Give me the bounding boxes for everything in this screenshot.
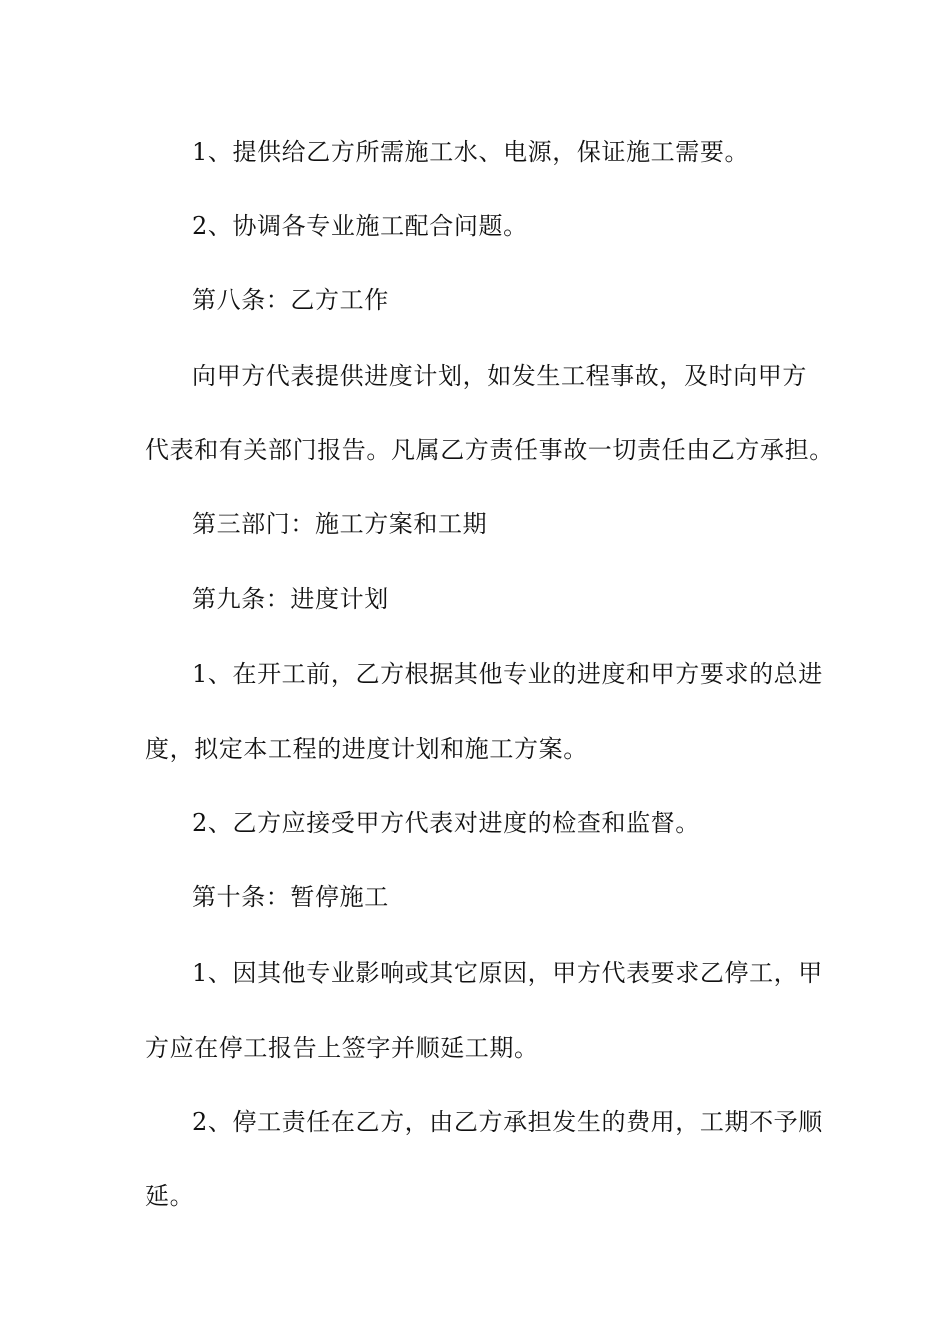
- section-heading-article-8: 第八条：乙方工作: [192, 286, 389, 314]
- section-heading-article-10: 第十条：暂停施工: [192, 883, 389, 911]
- text-line-1: 1、提供给乙方所需施工水、电源，保证施工需要。: [192, 138, 750, 166]
- text-line-5: 代表和有关部门报告。凡属乙方责任事故一切责任由乙方承担。: [145, 436, 834, 464]
- text-line-9: 度，拟定本工程的进度计划和施工方案。: [145, 735, 588, 763]
- text-line-2: 2、协调各专业施工配合问题。: [192, 212, 528, 240]
- text-line-14: 2、停工责任在乙方，由乙方承担发生的费用，工期不予顺: [192, 1108, 823, 1136]
- text-line-15: 延。: [145, 1182, 195, 1210]
- text-line-8: 1、在开工前，乙方根据其他专业的进度和甲方要求的总进: [192, 660, 823, 688]
- text-line-10: 2、乙方应接受甲方代表对进度的检查和监督。: [192, 809, 700, 837]
- section-heading-part-3: 第三部门：施工方案和工期: [192, 510, 488, 538]
- section-heading-article-9: 第九条：进度计划: [192, 585, 389, 613]
- text-line-12: 1、因其他专业影响或其它原因，甲方代表要求乙停工，甲: [192, 959, 823, 987]
- text-line-4: 向甲方代表提供进度计划，如发生工程事故，及时向甲方: [192, 362, 807, 390]
- text-line-13: 方应在停工报告上签字并顺延工期。: [145, 1034, 539, 1062]
